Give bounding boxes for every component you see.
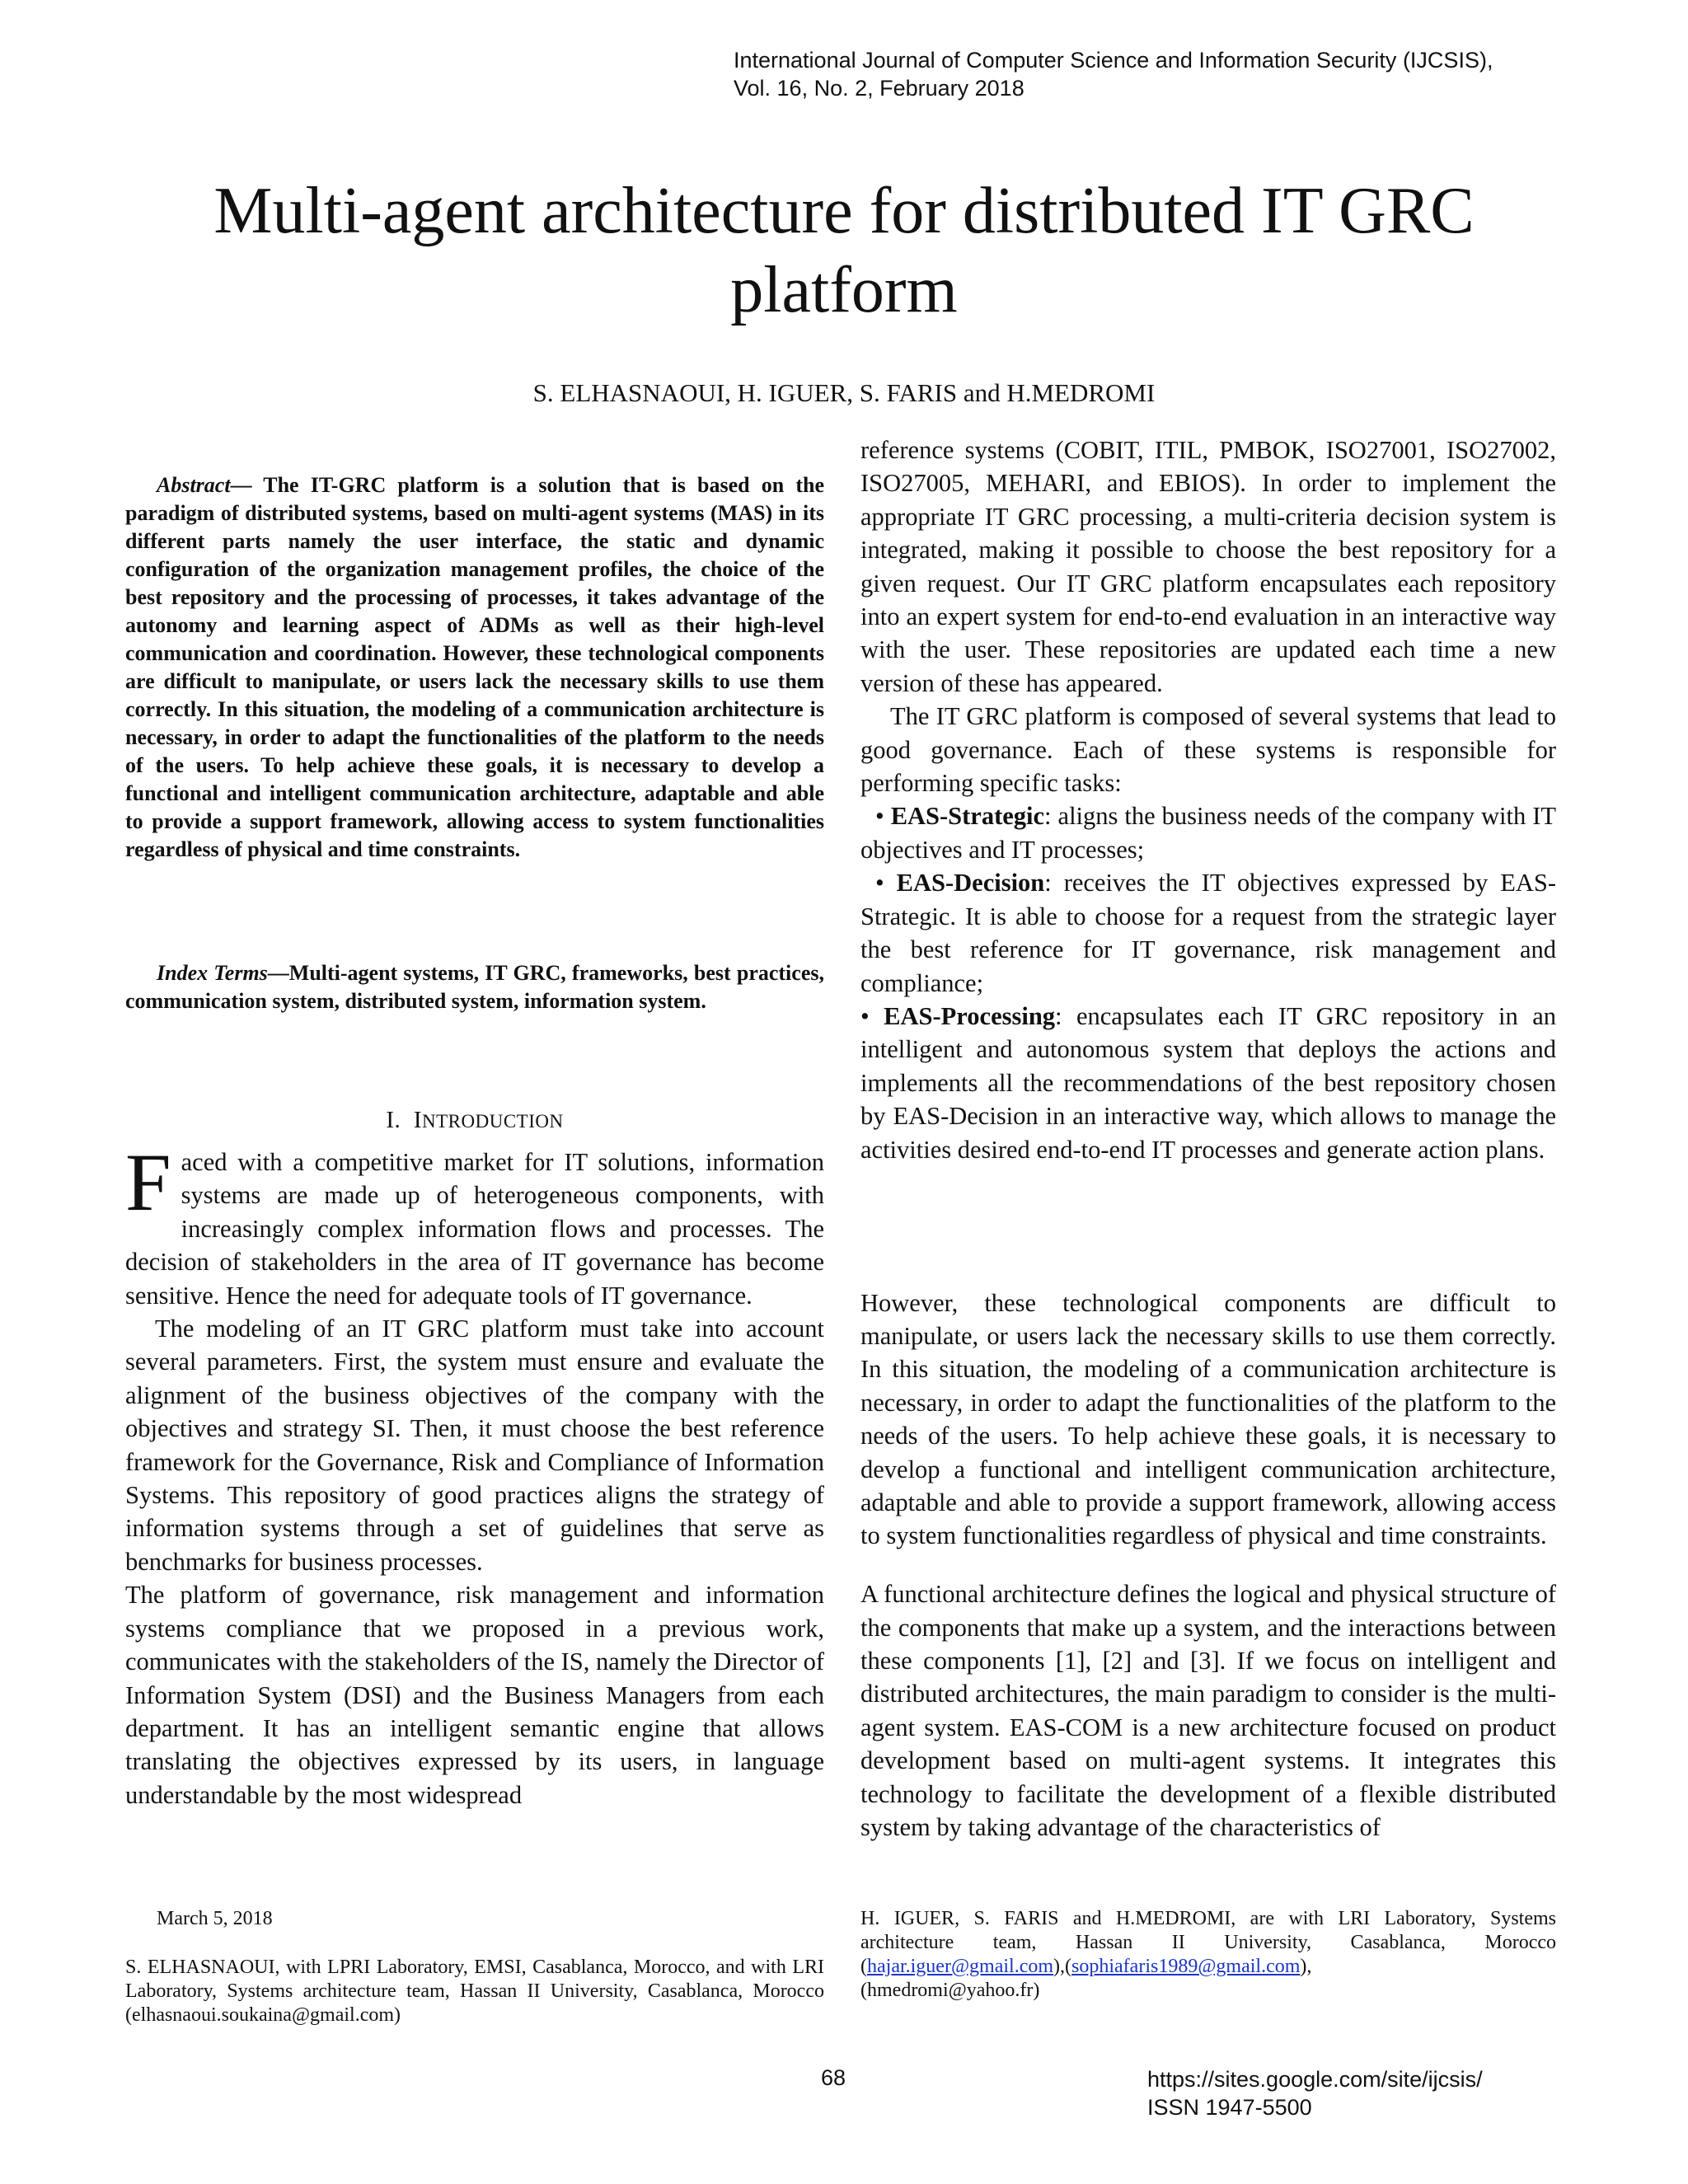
right-column-body-continued [860, 1261, 1556, 1869]
email-link-faris[interactable]: sophiafaris1989@gmail.com [1071, 1956, 1301, 1977]
bullet-term: EAS-Processing [884, 1001, 1056, 1030]
section-first-letter: I [413, 1107, 422, 1133]
email-link-iguer[interactable]: hajar.iguer@gmail.com [867, 1956, 1054, 1977]
author-list: S. ELHASNAOUI, H. IGUER, S. FARIS and H.MEDROMI [532, 378, 1156, 407]
right-paragraph-3: However, these technological components are difficult to manipulate, or users lack the necessary skills to use them correctly. In this situation, the modeling of a communication architecture is necessary, in order to adapt the functionalities of the platform to the needs of the users. To help achieve these goals, it is necessary to develop a functional and intelligent communication architecture, adaptable and able to provide a support framework, allowing access to system functionalities regardless of physical and time constraints. [860, 1288, 1556, 1550]
introduction-body [125, 1137, 824, 1811]
right-paragraph-4: A functional architecture defines the logical and physical structure of the components that make up a system, and the interactions between these components [1], [2] and [3]. If we focus on intelligent and distributed architectures, the main paradigm to consider is the multi-agent system. EAS-COM is a new architecture focused on product development based on multi-agent systems. It integrates this technology to facilitate the development of a flexible distributed system by taking advantage of the characteristics of [860, 1580, 1556, 1842]
drop-cap: F [125, 1137, 171, 1228]
journal-footer [1147, 2065, 1483, 2121]
right-paragraph-2: The IT GRC platform is composed of several systems that lead to good governance. Each of these systems is responsible for performing specific tasks: [860, 702, 1556, 798]
index-terms-text: —Multi-agent systems, IT GRC, frameworks, best practices, communication system, distributed system, information system. [125, 961, 824, 1013]
title-line-1: Multi-agent architecture for distributed IT GRC [213, 175, 1475, 247]
abstract-label: Abstract [157, 473, 231, 497]
index-terms [125, 959, 824, 1015]
footnote-author-1: S. ELHASNAOUI, with LPRI Laboratory, EMSI, Casablanca, Morocco, and with LRI Laboratory, Systems architecture team, Hassan II University, Casablanca, Morocco (elhasnaoui.soukaina@gmail.com) [125, 1957, 824, 2026]
email-medromi: (hmedromi@yahoo.fr) [860, 1980, 1040, 2001]
paper-title [165, 171, 1523, 330]
bullet-term: EAS-Strategic [890, 802, 1045, 831]
section-number: I. [386, 1107, 401, 1133]
bullet-eas-processing: • EAS-Processing: encapsulates each IT GRC repository in an intelligent and autonomous system that deploys the actions and implements all the recommendations of the best repository chosen by EAS-Decision in an interactive way, which allows to manage the activities desired end-to-end IT processes and generate action plans. [860, 1001, 1556, 1164]
journal-url: https://sites.google.com/site/ijcsis/ [1147, 2067, 1483, 2092]
intro-paragraph-3: The platform of governance, risk management and information systems compliance that we proposed in a previous work, communicates with the stakeholders of the IS, namely the Director of Information System (DSI) and the Business Managers from each department. It has an intelligent semantic engine that allows translating the objectives expressed by its users, in language understandable by the most widespread [125, 1581, 824, 1809]
footnote-authors-2: H. IGUER, S. FARIS and H.MEDROMI, are with LRI Laboratory, Systems architecture team, Hassan II University, Casablanca, Morocco (hajar.iguer@gmail.com),(sophiafaris1989@gmail.com), (hmedromi@yahoo.fr) [860, 1908, 1556, 2001]
page-number: 68 [821, 2065, 846, 2090]
right-paragraph-1: reference systems (COBIT, ITIL, PMBOK, ISO27001, ISO27002, ISO27005, MEHARI, and EBIOS). In order to implement the appropriate IT GRC processing, a multi-criteria decision system is integrated, making it possible to choose the best repository for a given request. Our IT GRC platform encapsulates each repository into an expert system for end-to-end evaluation in an interactive way with the user. These repositories are updated each time a new version of these has appeared. [860, 436, 1556, 697]
footnote-date: March 5, 2018 [157, 1908, 273, 1929]
right-column-body [860, 434, 1556, 1166]
journal-header [734, 46, 1525, 102]
abstract [125, 471, 824, 864]
issn: ISSN 1947-5500 [1147, 2095, 1312, 2120]
title-line-2: platform [730, 254, 958, 326]
bullet-term: EAS-Decision [896, 869, 1045, 898]
journal-name: International Journal of Computer Science and Information Security (IJCSIS), [734, 48, 1493, 73]
abstract-text: The IT-GRC platform is a solution that is based on the paradigm of distributed systems, based on multi-agent systems (MAS) in its different parts namely the user interface, the static and dynamic configuration of the organization management profiles, the choice of the best repository and the processing of processes, it takes advantage of the autonomy and learning aspect of ADMs as well as their high-level communication and coordination. However, these technological components are difficult to manipulate, or users lack the necessary skills to use them correctly. In this situation, the modeling of a communication architecture is necessary, in order to adapt the functionalities of the platform to the needs of the users. To help achieve these goals, it is necessary to develop a functional and intelligent communication architecture, adaptable and able to provide a support framework, allowing access to system functionalities regardless of physical and time constraints. [125, 473, 824, 861]
section-heading-introduction [125, 1105, 824, 1137]
intro-paragraph-1: Faced with a competitive market for IT solutions, information systems are made up of heterogeneous components, with increasingly complex information flows and processes. The decision of stakeholders in the area of IT governance has become sensitive. Hence the need for adequate tools of IT governance. [125, 1137, 824, 1310]
bullet-eas-strategic: • EAS-Strategic: aligns the business needs of the company with IT objectives and IT processes; [860, 802, 1556, 864]
abstract-dash: — [230, 473, 264, 497]
journal-volume: Vol. 16, No. 2, February 2018 [734, 76, 1025, 101]
section-title-rest: NTRODUCTION [421, 1111, 564, 1132]
bullet-eas-decision: • EAS-Decision: receives the IT objectives expressed by EAS-Strategic. It is able to choose for a request from the strategic layer the best reference for IT governance, risk management and compliance; [860, 869, 1556, 997]
index-terms-label: Index Terms [157, 961, 268, 985]
intro-paragraph-2: The modeling of an IT GRC platform must take into account several parameters. First, the system must ensure and evaluate the alignment of the business objectives of the company with the objectives and strategy SI. Then, it must choose the best reference framework for the Governance, Risk and Compliance of Information Systems. This repository of good practices aligns the strategy of information systems through a set of guidelines that serve as benchmarks for business processes. [125, 1315, 824, 1576]
